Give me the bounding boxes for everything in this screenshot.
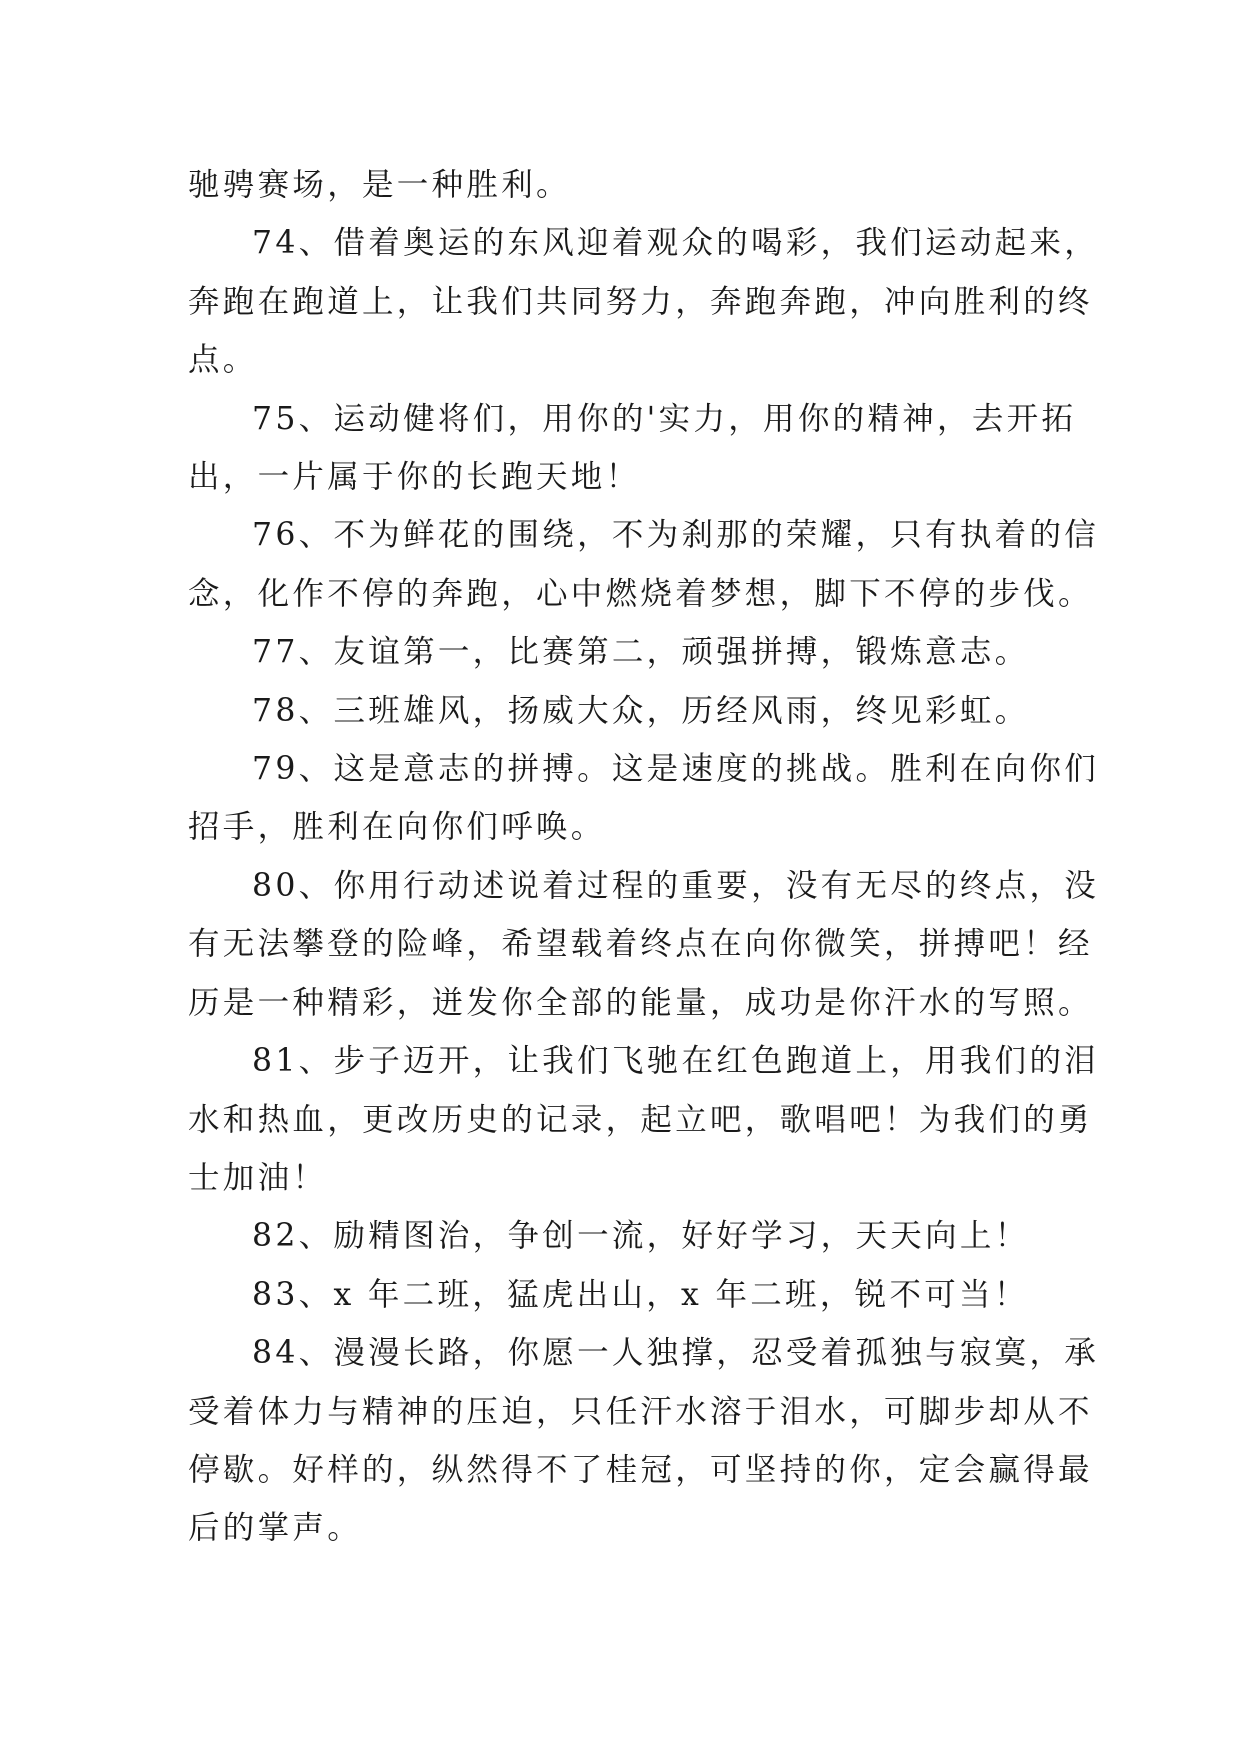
text-line: 念，化作不停的奔跑，心中燃烧着梦想，脚下不停的步伐。 [188,575,1093,612]
paragraph-81 [188,1032,1100,1207]
text-line: 78、三班雄风，扬威大众，历经风雨，终见彩虹。 [252,692,1030,729]
text-line: 81、步子迈开，让我们飞驰在红色跑道上，用我们的泪 [252,1043,1100,1080]
paragraph-82 [188,1207,1068,1265]
text-line: 80、你用行动述说着过程的重要，没有无尽的终点，没 [252,867,1100,904]
text-line: 招手，胜利在向你们呼唤。 [188,809,606,846]
text-line: 82、励精图治，争创一流，好好学习，天天向上！ [252,1218,1030,1255]
text-line: 84、漫漫长路，你愿一人独撑，忍受着孤独与寂寞，承 [252,1335,1100,1372]
text-line: 历是一种精彩，迸发你全部的能量，成功是你汗水的写照。 [188,984,1093,1021]
text-line: 驰骋赛场，是一种胜利。 [188,167,571,203]
text-line: 奔跑在跑道上，让我们共同努力，奔跑奔跑，冲向胜利的终 [188,283,1093,320]
text-line: 77、友谊第一，比赛第二，顽强拼搏，锻炼意志。 [252,634,1030,671]
paragraph-77 [188,623,1068,681]
text-line: 75、运动健将们，用你的'实力，用你的精神，去开拓 [252,400,1077,437]
text-line: 76、不为鲜花的围绕，不为刹那的荣耀，只有执着的信 [252,517,1100,554]
paragraph-76 [188,506,1100,623]
text-line: 出，一片属于你的长跑天地！ [188,459,641,496]
text-line: 点。 [188,342,258,379]
paragraph-74 [188,214,1100,389]
paragraph-73-continuation [188,156,1068,214]
text-line: 有无法攀登的险峰，希望载着终点在向你微笑，拼搏吧！经 [188,926,1093,963]
paragraph-79 [188,740,1100,857]
text-line: 士加油！ [188,1159,328,1196]
text-line: 79、这是意志的拼搏。这是速度的挑战。胜利在向你们 [252,751,1100,788]
text-line: 74、借着奥运的东风迎着观众的喝彩，我们运动起来， [252,225,1100,262]
text-line: 停歇。好样的，纵然得不了桂冠，可坚持的你，定会赢得最 [188,1451,1093,1488]
paragraph-83 [188,1266,1068,1324]
document-body [188,156,1100,1558]
text-line: 水和热血，更改历史的记录，起立吧，歌唱吧！为我们的勇 [188,1101,1093,1138]
paragraph-78 [188,682,1068,740]
text-line: 受着体力与精神的压迫，只任汗水溶于泪水，可脚步却从不 [188,1393,1093,1430]
text-line: 后的掌声。 [188,1510,363,1547]
paragraph-84 [188,1324,1100,1558]
text-line: 83、x 年二班，猛虎出山，x 年二班，锐不可当！ [252,1276,1029,1313]
paragraph-75 [188,390,1077,507]
paragraph-80 [188,857,1100,1032]
